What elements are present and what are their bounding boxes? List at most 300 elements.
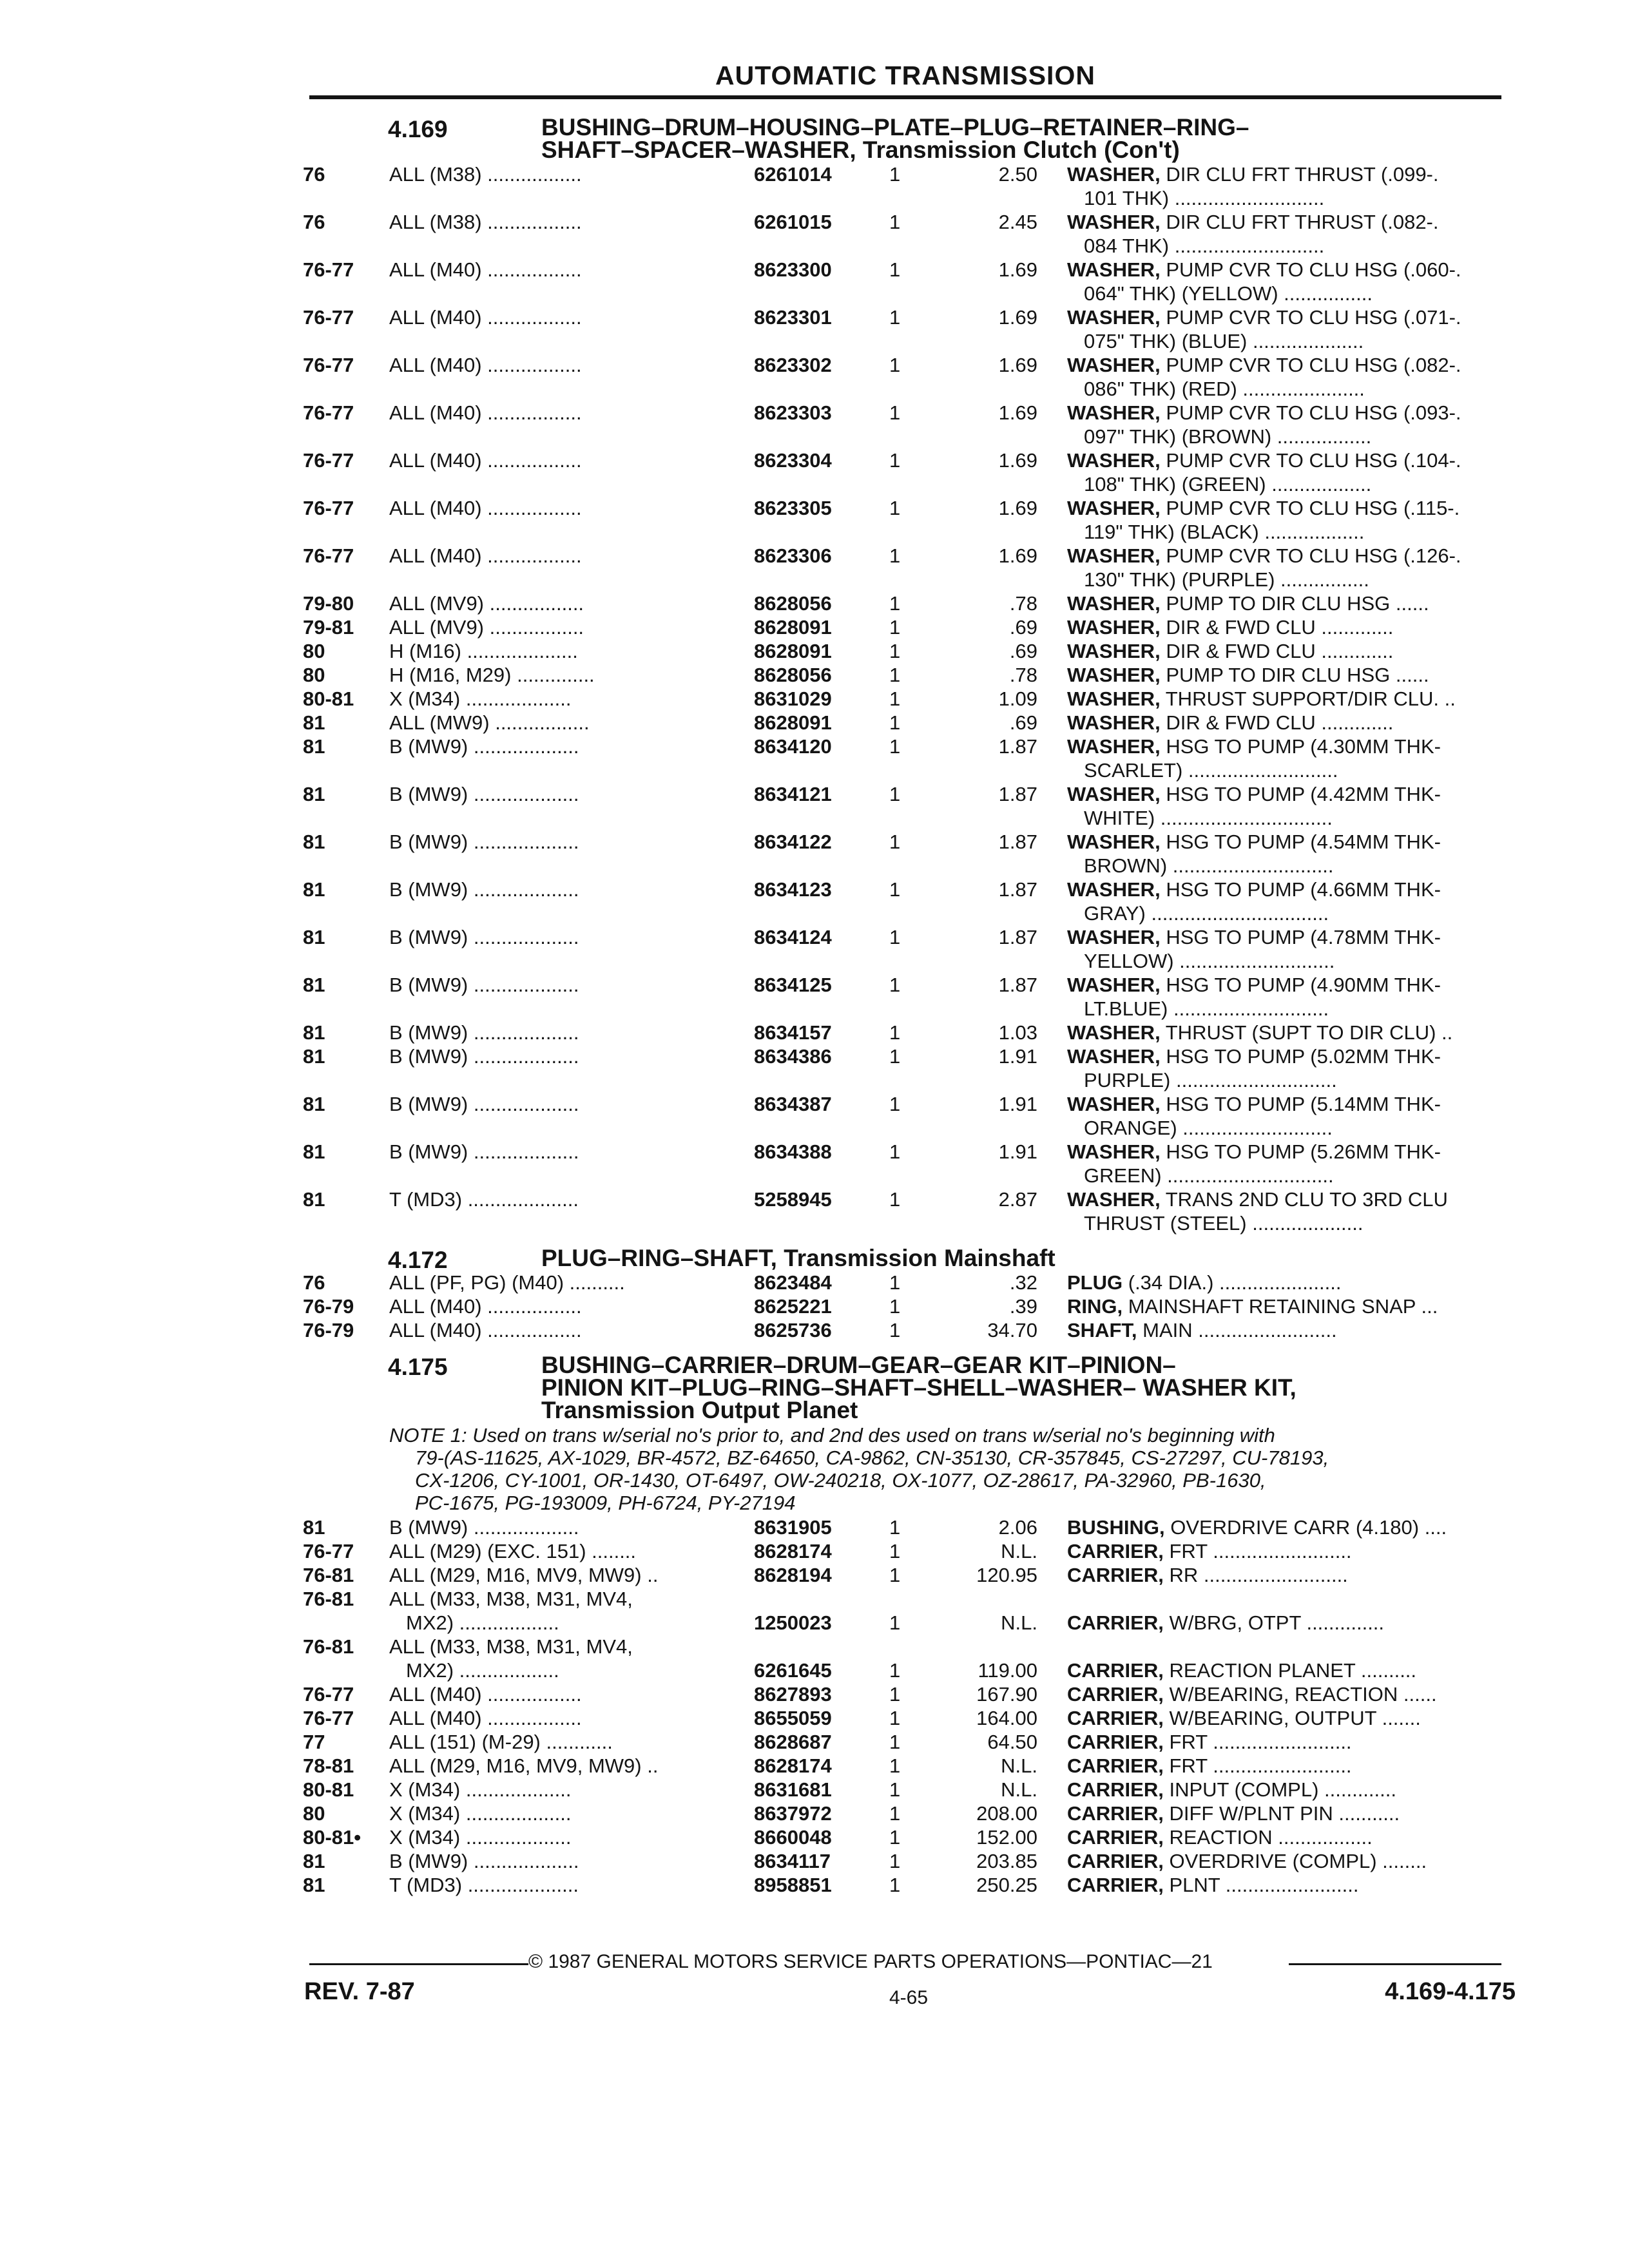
note-line: PC-1675, PG-193009, PH-6724, PY-27194: [415, 1492, 796, 1514]
part-number: 8634122: [754, 831, 832, 853]
part-name: WASHER,: [1067, 449, 1161, 472]
part-name: WASHER,: [1067, 354, 1161, 376]
model-applicability: ALL (M29, M16, MV9, MW9) ..: [389, 1564, 659, 1586]
part-number: 8628091: [754, 711, 832, 734]
description-line: [1067, 1849, 1514, 1873]
part-description: [1067, 1021, 1514, 1044]
price: 1.69: [998, 306, 1037, 329]
part-row: [303, 1044, 1514, 1092]
part-name: CARRIER,: [1067, 1802, 1164, 1825]
part-detail: HSG TO PUMP (4.42MM THK-: [1166, 783, 1441, 805]
price: 1.87: [998, 783, 1037, 805]
model-applicability: B (MW9) ...................: [389, 974, 579, 996]
model-applicability: ALL (M40) .................: [389, 449, 582, 472]
part-name: CARRIER,: [1067, 1659, 1164, 1682]
part-row: [303, 1294, 1514, 1318]
quantity: 1: [889, 1271, 901, 1294]
quantity: 1: [889, 783, 901, 805]
part-row: [303, 711, 1514, 735]
year-range: 79-80: [303, 592, 354, 615]
year-range: 76-77: [303, 544, 354, 567]
section-title-line: PLUG–RING–SHAFT, Transmission Mainshaft: [541, 1245, 1055, 1271]
model-applicability: ALL (M40) .................: [389, 401, 582, 424]
description-continuation: BROWN) .............................: [1084, 854, 1334, 877]
model-applicability: B (MW9) ...................: [389, 783, 579, 805]
part-number: 8634123: [754, 878, 832, 901]
part-name: WASHER,: [1067, 211, 1161, 233]
part-description: [1067, 1778, 1514, 1802]
footer-rule-left: [309, 1963, 528, 1965]
price: N.L.: [1001, 1778, 1037, 1801]
part-number: 8623303: [754, 401, 832, 424]
part-row: [303, 258, 1514, 305]
part-number: 8655059: [754, 1707, 832, 1729]
note-line: 79-(AS-11625, AX-1029, BR-4572, BZ-64650, CA-9862, CN-35130, CR-357845, CS-27297, CU-78193,: [415, 1446, 1329, 1469]
section-title-line: Transmission Output Planet: [541, 1397, 858, 1423]
part-number: 8634120: [754, 735, 832, 758]
part-number: 8628056: [754, 592, 832, 615]
part-row: [303, 1754, 1514, 1778]
model-applicability: ALL (M38) .................: [389, 211, 582, 233]
quantity: 1: [889, 1021, 901, 1044]
part-row: [303, 1778, 1514, 1802]
part-number: 6261014: [754, 163, 832, 186]
price: 1.87: [998, 926, 1037, 948]
model-applicability: X (M34) ...................: [389, 1826, 572, 1849]
model-applicability: B (MW9) ...................: [389, 1140, 579, 1163]
part-description: [1067, 1873, 1514, 1897]
part-detail: (.34 DIA.) ......................: [1128, 1271, 1342, 1294]
model-applicability: X (M34) ...................: [389, 1778, 572, 1801]
part-name: WASHER,: [1067, 783, 1161, 805]
part-name: WASHER,: [1067, 616, 1161, 639]
part-detail: HSG TO PUMP (4.78MM THK-: [1166, 926, 1441, 948]
part-description: [1067, 1140, 1514, 1187]
price: 2.45: [998, 211, 1037, 233]
model-applicability: ALL (M40) .................: [389, 1683, 582, 1706]
part-detail: INPUT (COMPL) .............: [1169, 1778, 1396, 1801]
part-number: 6261645: [754, 1659, 832, 1682]
part-detail: REACTION PLANET ..........: [1169, 1659, 1417, 1682]
part-detail: THRUST SUPPORT/DIR CLU. ..: [1165, 687, 1456, 710]
price: 1.69: [998, 354, 1037, 376]
model-applicability: ALL (M40) .................: [389, 306, 582, 329]
model-applicability: ALL (PF, PG) (M40) ..........: [389, 1271, 625, 1294]
description-line: [1067, 1539, 1514, 1563]
description-line: [1067, 615, 1514, 639]
part-detail: FRT .........................: [1169, 1754, 1352, 1777]
part-detail: DIR & FWD CLU .............: [1166, 640, 1394, 662]
description-continuation: 130" THK) (PURPLE) ................: [1084, 568, 1369, 591]
model-applicability: T (MD3) ....................: [389, 1874, 579, 1896]
part-row: [303, 1706, 1514, 1730]
year-range: 76-77: [303, 401, 354, 424]
price: 1.69: [998, 258, 1037, 281]
quantity: 1: [889, 926, 901, 948]
description-continuation: ORANGE) ...........................: [1084, 1117, 1333, 1139]
part-description: [1067, 305, 1514, 353]
footer-copyright: © 1987 GENERAL MOTORS SERVICE PARTS OPERATIONS—PONTIAC—21: [528, 1951, 1213, 1972]
part-detail: PUMP CVR TO CLU HSG (.115-.: [1166, 497, 1460, 519]
part-number: 1250023: [754, 1611, 832, 1634]
section-title-line: BUSHING–CARRIER–DRUM–GEAR–GEAR KIT–PINION–: [541, 1352, 1176, 1378]
quantity: 1: [889, 1319, 901, 1341]
year-range: 81: [303, 1516, 325, 1539]
part-detail: OVERDRIVE CARR (4.180) ....: [1170, 1516, 1447, 1539]
quantity: 1: [889, 1045, 901, 1068]
part-description: [1067, 1825, 1514, 1849]
description-line: [1067, 1140, 1514, 1164]
part-row: [303, 1802, 1514, 1825]
quantity: 1: [889, 1778, 901, 1801]
part-detail: W/BRG, OTPT ..............: [1169, 1611, 1385, 1634]
quantity: 1: [889, 1683, 901, 1706]
part-number: 8623301: [754, 306, 832, 329]
part-row: [303, 1635, 1514, 1682]
part-detail: HSG TO PUMP (5.02MM THK-: [1166, 1045, 1441, 1068]
quantity: 1: [889, 1516, 901, 1539]
part-row: [303, 1187, 1514, 1235]
quantity: 1: [889, 664, 901, 686]
description-continuation: THRUST (STEEL) ....................: [1084, 1212, 1364, 1235]
description-continuation: SCARLET) ...........................: [1084, 759, 1338, 782]
model-applicability: ALL (M40) .................: [389, 544, 582, 567]
part-row: [303, 1515, 1514, 1539]
year-range: 81: [303, 974, 325, 996]
year-range: 76-77: [303, 497, 354, 519]
part-row: [303, 496, 1514, 544]
price: .69: [1009, 711, 1037, 734]
part-detail: RR ..........................: [1169, 1564, 1348, 1586]
price: 152.00: [976, 1826, 1037, 1849]
part-name: WASHER,: [1067, 306, 1161, 329]
model-applicability: ALL (M29) (EXC. 151) ........: [389, 1540, 637, 1562]
section-title-line: BUSHING–DRUM–HOUSING–PLATE–PLUG–RETAINER–RING–: [541, 114, 1249, 140]
quantity: 1: [889, 1707, 901, 1729]
description-continuation: GREEN) ..............................: [1084, 1164, 1334, 1187]
part-number: 8628091: [754, 616, 832, 639]
model-applicability: ALL (M40) .................: [389, 258, 582, 281]
description-continuation: 075" THK) (BLUE) ....................: [1084, 330, 1364, 352]
description-line: [1067, 1044, 1514, 1068]
model-applicability-cont: MX2) ..................: [406, 1659, 559, 1682]
model-applicability: B (MW9) ...................: [389, 878, 579, 901]
model-applicability: X (M34) ...................: [389, 687, 572, 710]
part-name: WASHER,: [1067, 664, 1161, 686]
part-number: 6261015: [754, 211, 832, 233]
price: N.L.: [1001, 1540, 1037, 1562]
part-description: [1067, 1849, 1514, 1873]
price: 1.09: [998, 687, 1037, 710]
part-row: [303, 305, 1514, 353]
section-heading: [303, 104, 1514, 161]
description-continuation: 097" THK) (BROWN) .................: [1084, 425, 1372, 448]
price: 1.87: [998, 974, 1037, 996]
part-name: WASHER,: [1067, 1021, 1161, 1044]
year-range: 81: [303, 1140, 325, 1163]
part-row: [303, 878, 1514, 925]
model-applicability: ALL (M40) .................: [389, 1319, 582, 1341]
price: 1.91: [998, 1140, 1037, 1163]
part-name: WASHER,: [1067, 878, 1161, 901]
model-applicability: ALL (M33, M38, M31, MV4,: [389, 1635, 633, 1658]
description-line: [1067, 878, 1514, 901]
part-number: 8958851: [754, 1874, 832, 1896]
year-range: 78-81: [303, 1754, 354, 1777]
part-name: CARRIER,: [1067, 1540, 1164, 1562]
part-description: [1067, 1754, 1514, 1778]
quantity: 1: [889, 449, 901, 472]
description-continuation: GRAY) ................................: [1084, 902, 1329, 925]
section-title: [541, 104, 1514, 161]
description-line: [1067, 1706, 1514, 1730]
part-row: [303, 973, 1514, 1021]
part-row: [303, 735, 1514, 782]
description-line: [1067, 1092, 1514, 1116]
model-applicability: ALL (M40) .................: [389, 497, 582, 519]
part-detail: PLNT ........................: [1169, 1874, 1359, 1896]
section-title: [541, 1235, 1514, 1269]
quantity: 1: [889, 544, 901, 567]
part-description: [1067, 1658, 1514, 1682]
model-applicability: ALL (M40) .................: [389, 354, 582, 376]
part-name: WASHER,: [1067, 640, 1161, 662]
model-applicability: ALL (M40) .................: [389, 1707, 582, 1729]
part-name: WASHER,: [1067, 1188, 1161, 1211]
part-description: [1067, 1318, 1514, 1342]
quantity: 1: [889, 306, 901, 329]
model-applicability: ALL (M29, M16, MV9, MW9) ..: [389, 1754, 659, 1777]
part-number: 8628056: [754, 664, 832, 686]
part-description: [1067, 496, 1514, 544]
description-line: [1067, 1515, 1514, 1539]
year-range: 76-79: [303, 1295, 354, 1318]
header-rule: [309, 95, 1501, 99]
price: 34.70: [987, 1319, 1037, 1341]
price: 250.25: [976, 1874, 1037, 1896]
part-row: [303, 1021, 1514, 1044]
price: 1.69: [998, 449, 1037, 472]
part-name: WASHER,: [1067, 1045, 1161, 1068]
quantity: 1: [889, 1731, 901, 1753]
model-applicability: B (MW9) ...................: [389, 831, 579, 853]
year-range: 77: [303, 1731, 325, 1753]
year-range: 80: [303, 1802, 325, 1825]
section-4-169: [303, 104, 1514, 1235]
description-line: [1067, 591, 1514, 615]
price: 2.50: [998, 163, 1037, 186]
description-line: [1067, 1682, 1514, 1706]
model-applicability: ALL (151) (M-29) ............: [389, 1731, 613, 1753]
part-description: [1067, 1271, 1514, 1294]
price: 1.87: [998, 735, 1037, 758]
part-name: RING,: [1067, 1295, 1123, 1318]
quantity: 1: [889, 258, 901, 281]
part-row: [303, 1849, 1514, 1873]
part-detail: HSG TO PUMP (4.54MM THK-: [1166, 831, 1441, 853]
part-description: [1067, 1092, 1514, 1140]
part-description: [1067, 1611, 1514, 1635]
quantity: 1: [889, 735, 901, 758]
part-detail: PUMP CVR TO CLU HSG (.082-.: [1166, 354, 1461, 376]
quantity: 1: [889, 497, 901, 519]
description-line: [1067, 1658, 1514, 1682]
year-range: 76-81: [303, 1635, 354, 1658]
part-name: PLUG: [1067, 1271, 1123, 1294]
model-applicability: B (MW9) ...................: [389, 1021, 579, 1044]
part-row: [303, 639, 1514, 663]
parts-rows: [303, 1515, 1514, 1897]
part-name: WASHER,: [1067, 592, 1161, 615]
part-row: [303, 1140, 1514, 1187]
description-line: [1067, 735, 1514, 758]
model-applicability: X (M34) ...................: [389, 1802, 572, 1825]
part-detail: HSG TO PUMP (5.14MM THK-: [1166, 1093, 1441, 1115]
part-description: [1067, 925, 1514, 973]
quantity: 1: [889, 1611, 901, 1634]
part-detail: PUMP TO DIR CLU HSG ......: [1166, 592, 1429, 615]
parts-rows: [303, 1271, 1514, 1342]
year-range: 76: [303, 211, 325, 233]
quantity: 1: [889, 401, 901, 424]
section-number: 4.169: [388, 116, 448, 142]
section-title-line: PINION KIT–PLUG–RING–SHAFT–SHELL–WASHER– WASHER KIT,: [541, 1374, 1296, 1401]
part-number: 8628174: [754, 1754, 832, 1777]
description-continuation: 119" THK) (BLACK) ..................: [1084, 521, 1365, 543]
description-line: [1067, 1802, 1514, 1825]
year-range: 76-77: [303, 449, 354, 472]
description-line: [1067, 258, 1514, 282]
description-line: [1067, 162, 1514, 186]
part-row: [303, 591, 1514, 615]
part-detail: FRT .........................: [1169, 1540, 1352, 1562]
part-row: [303, 1825, 1514, 1849]
model-applicability: ALL (M38) .................: [389, 163, 582, 186]
section-title-line: SHAFT–SPACER–WASHER, Transmission Clutch (Con't): [541, 137, 1180, 163]
part-number: 8631905: [754, 1516, 832, 1539]
description-line: [1067, 711, 1514, 735]
price: .78: [1009, 664, 1037, 686]
year-range: 80: [303, 640, 325, 662]
part-number: 8627893: [754, 1683, 832, 1706]
year-range: 81: [303, 711, 325, 734]
parts-list: [303, 104, 1514, 1897]
quantity: 1: [889, 1295, 901, 1318]
part-description: [1067, 1730, 1514, 1754]
section-title: [541, 1342, 1514, 1421]
part-row: [303, 1092, 1514, 1140]
part-description: [1067, 830, 1514, 878]
description-line: [1067, 1611, 1514, 1635]
price: 2.87: [998, 1188, 1037, 1211]
part-number: 8637972: [754, 1802, 832, 1825]
part-detail: HSG TO PUMP (4.66MM THK-: [1166, 878, 1441, 901]
part-number: 8634386: [754, 1045, 832, 1068]
part-row: [303, 1539, 1514, 1563]
model-applicability: ALL (MW9) .................: [389, 711, 590, 734]
part-detail: OVERDRIVE (COMPL) ........: [1169, 1850, 1427, 1872]
year-range: 81: [303, 735, 325, 758]
year-range: 76: [303, 1271, 325, 1294]
year-range: 76-77: [303, 354, 354, 376]
year-range: 76: [303, 163, 325, 186]
quantity: 1: [889, 1540, 901, 1562]
footer-page-number: 4-65: [889, 1987, 929, 2008]
year-range: 81: [303, 1850, 325, 1872]
part-row: [303, 1873, 1514, 1897]
part-detail: HSG TO PUMP (4.90MM THK-: [1166, 974, 1441, 996]
part-number: 8628174: [754, 1540, 832, 1562]
part-description: [1067, 1563, 1514, 1587]
description-line: [1067, 663, 1514, 687]
part-number: 8631029: [754, 687, 832, 710]
part-description: [1067, 1294, 1514, 1318]
year-range: 81: [303, 783, 325, 805]
part-row: [303, 162, 1514, 210]
year-range: 76-77: [303, 1683, 354, 1706]
year-range: 76-77: [303, 1707, 354, 1729]
part-detail: HSG TO PUMP (5.26MM THK-: [1166, 1140, 1441, 1163]
part-name: WASHER,: [1067, 687, 1161, 710]
part-name: WASHER,: [1067, 1140, 1161, 1163]
part-description: [1067, 687, 1514, 711]
section-4-175: [303, 1342, 1514, 1897]
price: .78: [1009, 592, 1037, 615]
part-detail: TRANS 2ND CLU TO 3RD CLU: [1165, 1188, 1448, 1211]
part-name: CARRIER,: [1067, 1826, 1164, 1849]
quantity: 1: [889, 878, 901, 901]
part-row: [303, 353, 1514, 401]
section-note: [389, 1424, 1510, 1514]
price: .39: [1009, 1295, 1037, 1318]
part-name: WASHER,: [1067, 1093, 1161, 1115]
model-applicability-cont: MX2) ..................: [406, 1611, 559, 1634]
part-name: CARRIER,: [1067, 1778, 1164, 1801]
part-row: [303, 663, 1514, 687]
description-line: [1067, 1730, 1514, 1754]
description-line: [1067, 210, 1514, 234]
part-description: [1067, 1802, 1514, 1825]
part-row: [303, 1318, 1514, 1342]
part-detail: DIFF W/PLNT PIN ...........: [1169, 1802, 1400, 1825]
quantity: 1: [889, 592, 901, 615]
part-detail: PUMP CVR TO CLU HSG (.093-.: [1166, 401, 1461, 424]
quantity: 1: [889, 1850, 901, 1872]
price: 164.00: [976, 1707, 1037, 1729]
model-applicability: B (MW9) ...................: [389, 1093, 579, 1115]
description-continuation: LT.BLUE) ............................: [1084, 997, 1329, 1020]
description-line: [1067, 1825, 1514, 1849]
part-description: [1067, 258, 1514, 305]
section-heading: [303, 1235, 1514, 1273]
parts-rows: [303, 162, 1514, 1235]
description-line: [1067, 353, 1514, 377]
year-range: 81: [303, 1874, 325, 1896]
price: 1.91: [998, 1093, 1037, 1115]
price: 1.87: [998, 831, 1037, 853]
part-number: 8623306: [754, 544, 832, 567]
quantity: 1: [889, 163, 901, 186]
year-range: 81: [303, 878, 325, 901]
price: 64.50: [987, 1731, 1037, 1753]
part-name: CARRIER,: [1067, 1754, 1164, 1777]
description-continuation: 086" THK) (RED) ......................: [1084, 378, 1365, 400]
price: 1.87: [998, 878, 1037, 901]
price: 1.91: [998, 1045, 1037, 1068]
description-continuation: 108" THK) (GREEN) ..................: [1084, 473, 1372, 495]
description-line: [1067, 496, 1514, 520]
part-name: WASHER,: [1067, 974, 1161, 996]
